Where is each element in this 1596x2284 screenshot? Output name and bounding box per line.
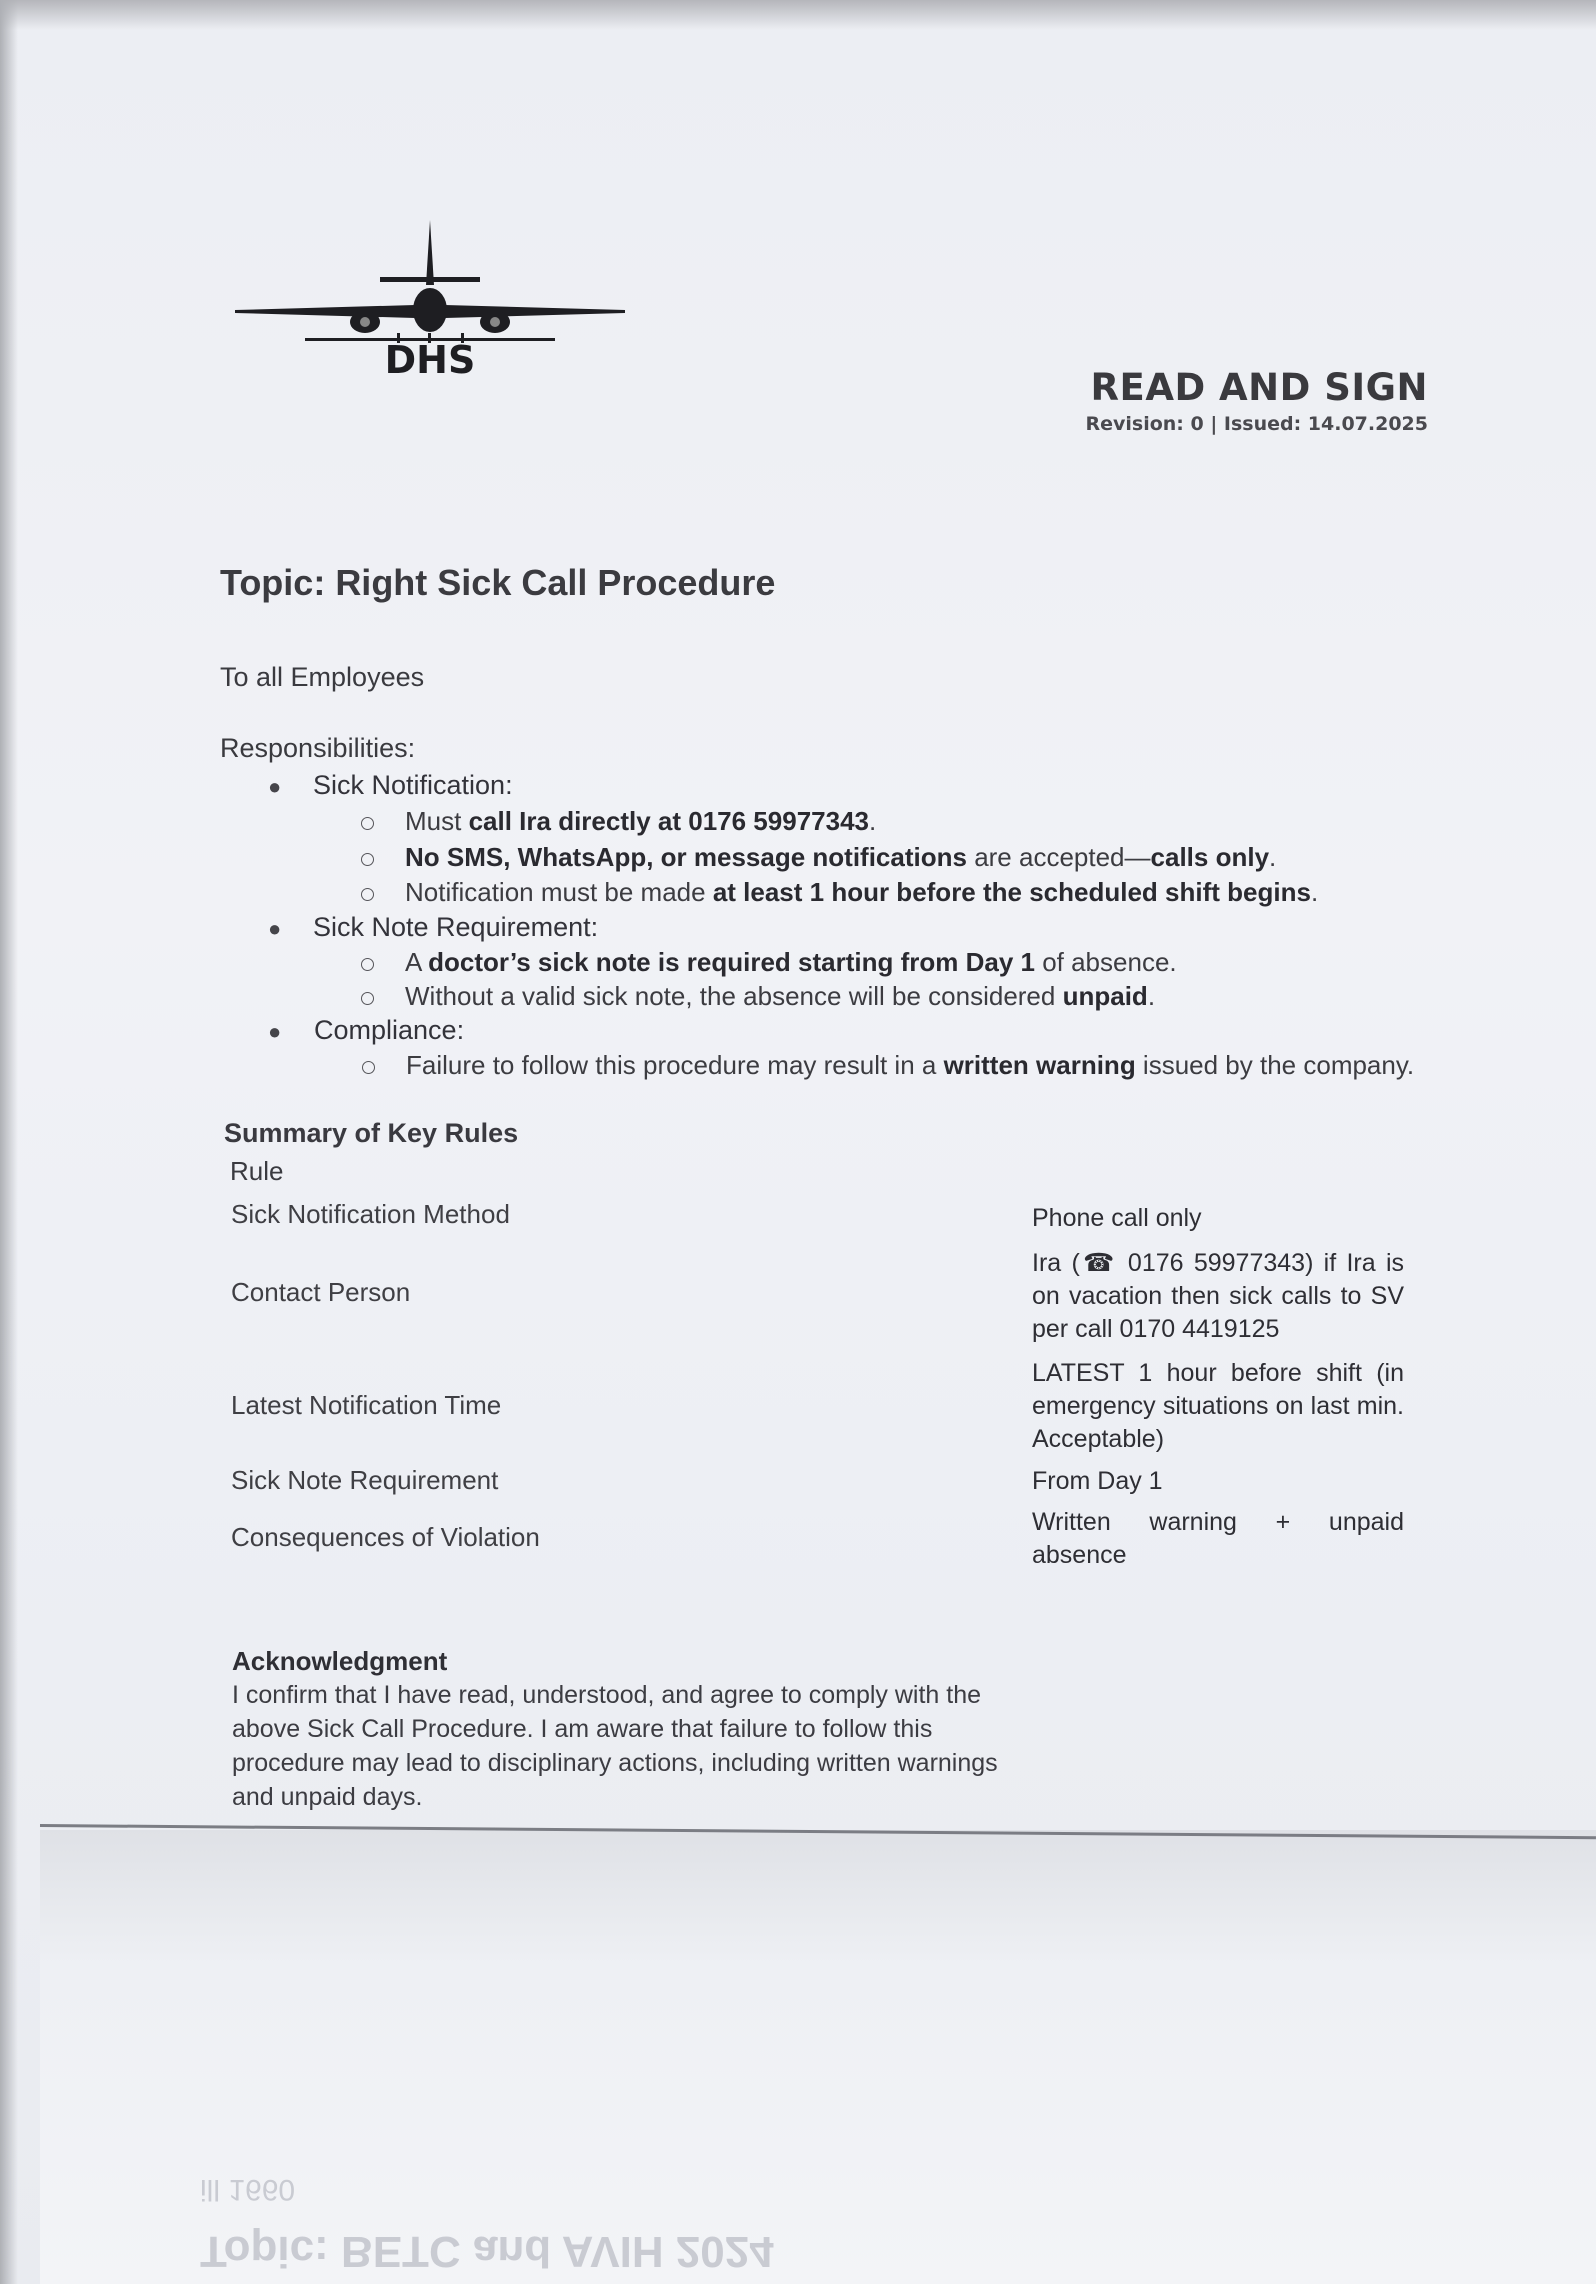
rule-column-header: Rule [230, 1156, 284, 1186]
dhs-airplane-logo [235, 215, 625, 395]
list-item: A doctor’s sick note is required starting from Day 1 of absence. [405, 947, 1177, 977]
rule-value: LATEST 1 hour before shift (in emergency situations on last min. Acceptable) [1032, 1359, 1404, 1453]
acknowledgment-title: Acknowledgment [232, 1646, 448, 1676]
rule-value: Phone call only [1032, 1204, 1202, 1232]
circle-bullet-icon [361, 853, 374, 866]
rule-label: Sick Notification Method [231, 1199, 510, 1229]
rule-label: Contact Person [231, 1277, 411, 1307]
rule-label: Latest Notification Time [231, 1390, 502, 1420]
list-item: Failure to follow this procedure may result in a written warning issued by the company. [406, 1050, 1415, 1080]
topic-title: Topic: Right Sick Call Procedure [220, 562, 776, 603]
ghost-text: Topic: BETC and AVIH 2024 [200, 2227, 774, 2276]
circle-bullet-icon [362, 1061, 375, 1074]
summary-title: Summary of Key Rules [224, 1118, 519, 1148]
logo-text: DHS [384, 338, 476, 382]
list-item: Without a valid sick note, the absence will be considered unpaid. [405, 981, 1156, 1011]
bullet-icon: ● [268, 774, 282, 799]
rule-value: Written warning + unpaid absence [1032, 1508, 1404, 1569]
salutation: To all Employees [220, 662, 425, 692]
compliance-label: Compliance: [314, 1015, 465, 1045]
bullet-icon: ● [268, 916, 282, 941]
acknowledgment-text: I confirm that I have read, understood, and agree to comply with the above Sick Call Procedure. I am aware that failure to follow this procedure may lead to disciplinary actions, including written warnings and unpaid days. [232, 1681, 998, 1811]
list-item: Notification must be made at least 1 hour before the scheduled shift begins. [405, 877, 1319, 907]
circle-bullet-icon [361, 817, 374, 830]
page-shadow-left [0, 0, 18, 2284]
rule-label: Sick Note Requirement [231, 1465, 499, 1495]
circle-bullet-icon [361, 992, 374, 1005]
sick-notification-label: Sick Notification: [313, 770, 513, 800]
phone-icon: ☎ [1079, 1249, 1118, 1277]
rule-value: Ira (☎ 0176 59977343) if Ira is on vacation then sick calls to SV per call 0170 4419125 [1032, 1249, 1404, 1343]
circle-bullet-icon [361, 888, 374, 901]
bullet-icon: ● [268, 1019, 282, 1044]
read-and-sign-header [1085, 366, 1428, 435]
folded-lower-sheet [40, 1830, 1596, 2284]
revision-issued: Revision: 0 | Issued: 14.07.2025 [1085, 413, 1428, 435]
sick-note-requirement-label: Sick Note Requirement: [313, 912, 599, 942]
page-shadow-top [0, 0, 1596, 30]
responsibilities-heading: Responsibilities: [220, 733, 416, 763]
ghost-text: ill 1660 [200, 2173, 296, 2206]
list-item: No SMS, WhatsApp, or message notifications are accepted—calls only. [405, 842, 1277, 872]
rule-value: From Day 1 [1032, 1467, 1163, 1495]
header-title: READ AND SIGN [1090, 366, 1428, 409]
list-item: Must call Ira directly at 0176 59977343. [405, 806, 877, 836]
rule-label: Consequences of Violation [231, 1522, 540, 1552]
circle-bullet-icon [361, 958, 374, 971]
